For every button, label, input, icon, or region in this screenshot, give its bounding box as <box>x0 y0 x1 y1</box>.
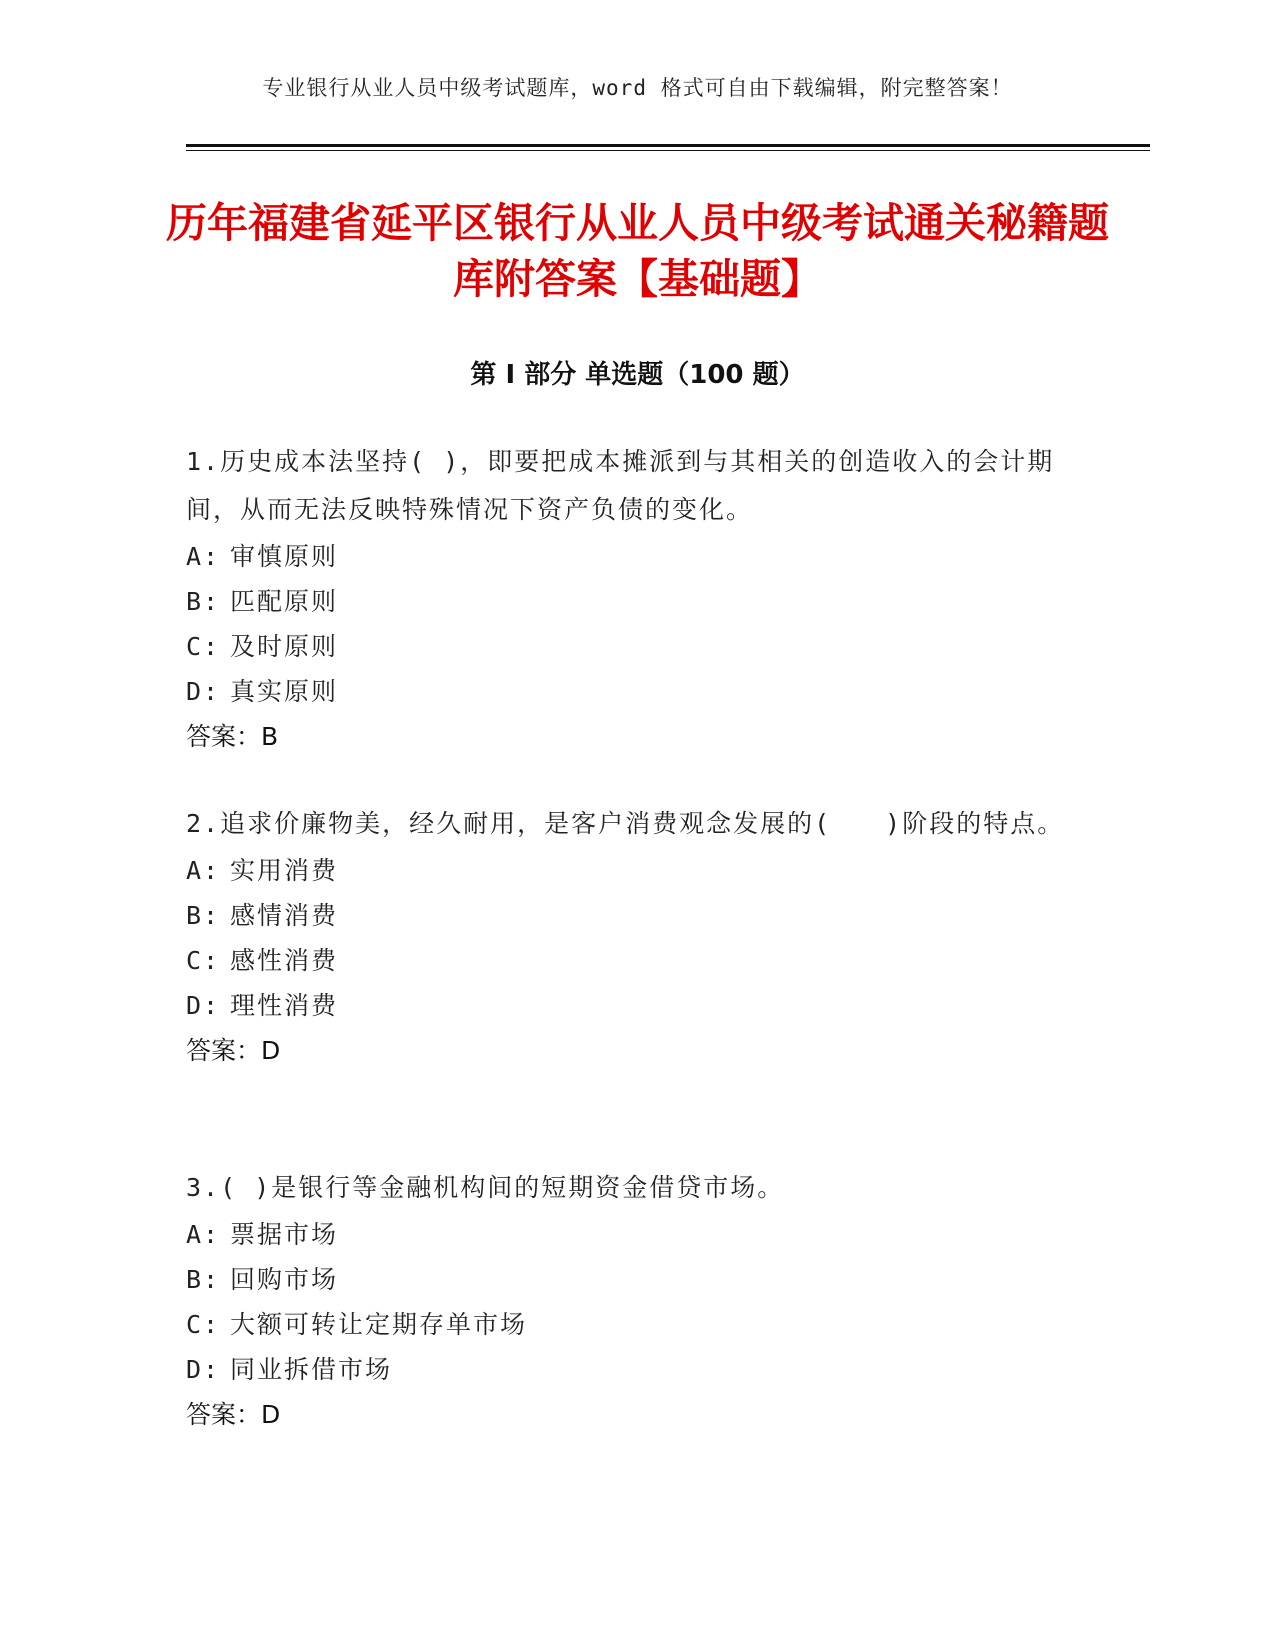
question-block <box>186 1164 1066 1437</box>
question-block <box>186 438 1066 759</box>
header-divider-thick <box>186 144 1150 147</box>
question-answer: 答案：B <box>186 722 279 751</box>
option-letter: D: <box>186 1355 221 1384</box>
option-text: 实用消费 <box>230 856 339 885</box>
option-letter: A: <box>186 1220 221 1249</box>
question-stem: 1.历史成本法坚持( )，即要把成本摊派到与其相关的创造收入的会计期间，从而无法反映特殊情况下资产负债的变化。 <box>186 447 1055 524</box>
question-stem: 2.追求价廉物美，经久耐用，是客户消费观念发展的( )阶段的特点。 <box>186 809 1065 838</box>
option-letter: C: <box>186 1310 221 1339</box>
option-letter: D: <box>186 991 221 1020</box>
option-letter: D: <box>186 677 221 706</box>
option-letter: C: <box>186 946 221 975</box>
option-text: 及时原则 <box>230 632 339 661</box>
option-d <box>186 669 1066 714</box>
option-letter: B: <box>186 1265 221 1294</box>
option-a <box>186 1212 1066 1257</box>
option-letter: B: <box>186 901 221 930</box>
question-answer: 答案：D <box>186 1036 281 1065</box>
option-letter: C: <box>186 632 221 661</box>
header-divider-thin <box>186 150 1150 151</box>
option-a <box>186 534 1066 579</box>
option-text: 回购市场 <box>230 1265 339 1294</box>
option-text: 审慎原则 <box>230 542 339 571</box>
option-b <box>186 1257 1066 1302</box>
question-answer: 答案：D <box>186 1400 281 1429</box>
option-text: 大额可转让定期存单市场 <box>230 1310 528 1339</box>
option-text: 票据市场 <box>230 1220 339 1249</box>
option-a <box>186 848 1066 893</box>
option-text: 理性消费 <box>230 991 339 1020</box>
option-d <box>186 983 1066 1028</box>
document-title: 历年福建省延平区银行从业人员中级考试通关秘籍题库附答案【基础题】 <box>166 199 1109 303</box>
option-text: 同业拆借市场 <box>230 1355 393 1384</box>
option-c <box>186 624 1066 669</box>
option-text: 匹配原则 <box>230 587 339 616</box>
option-text: 真实原则 <box>230 677 339 706</box>
header-note: 专业银行从业人员中级考试题库，word 格式可自由下载编辑，附完整答案！ <box>262 76 1013 100</box>
question-stem: 3.( )是银行等金融机构间的短期资金借贷市场。 <box>186 1173 785 1202</box>
option-letter: B: <box>186 587 221 616</box>
option-letter: A: <box>186 856 221 885</box>
option-d <box>186 1347 1066 1392</box>
option-b <box>186 893 1066 938</box>
option-c <box>186 1302 1066 1347</box>
section-title: 第 I 部分 单选题（100 题） <box>470 360 805 390</box>
option-letter: A: <box>186 542 221 571</box>
option-b <box>186 579 1066 624</box>
option-c <box>186 938 1066 983</box>
option-text: 感性消费 <box>230 946 339 975</box>
option-text: 感情消费 <box>230 901 339 930</box>
question-block <box>186 800 1066 1073</box>
